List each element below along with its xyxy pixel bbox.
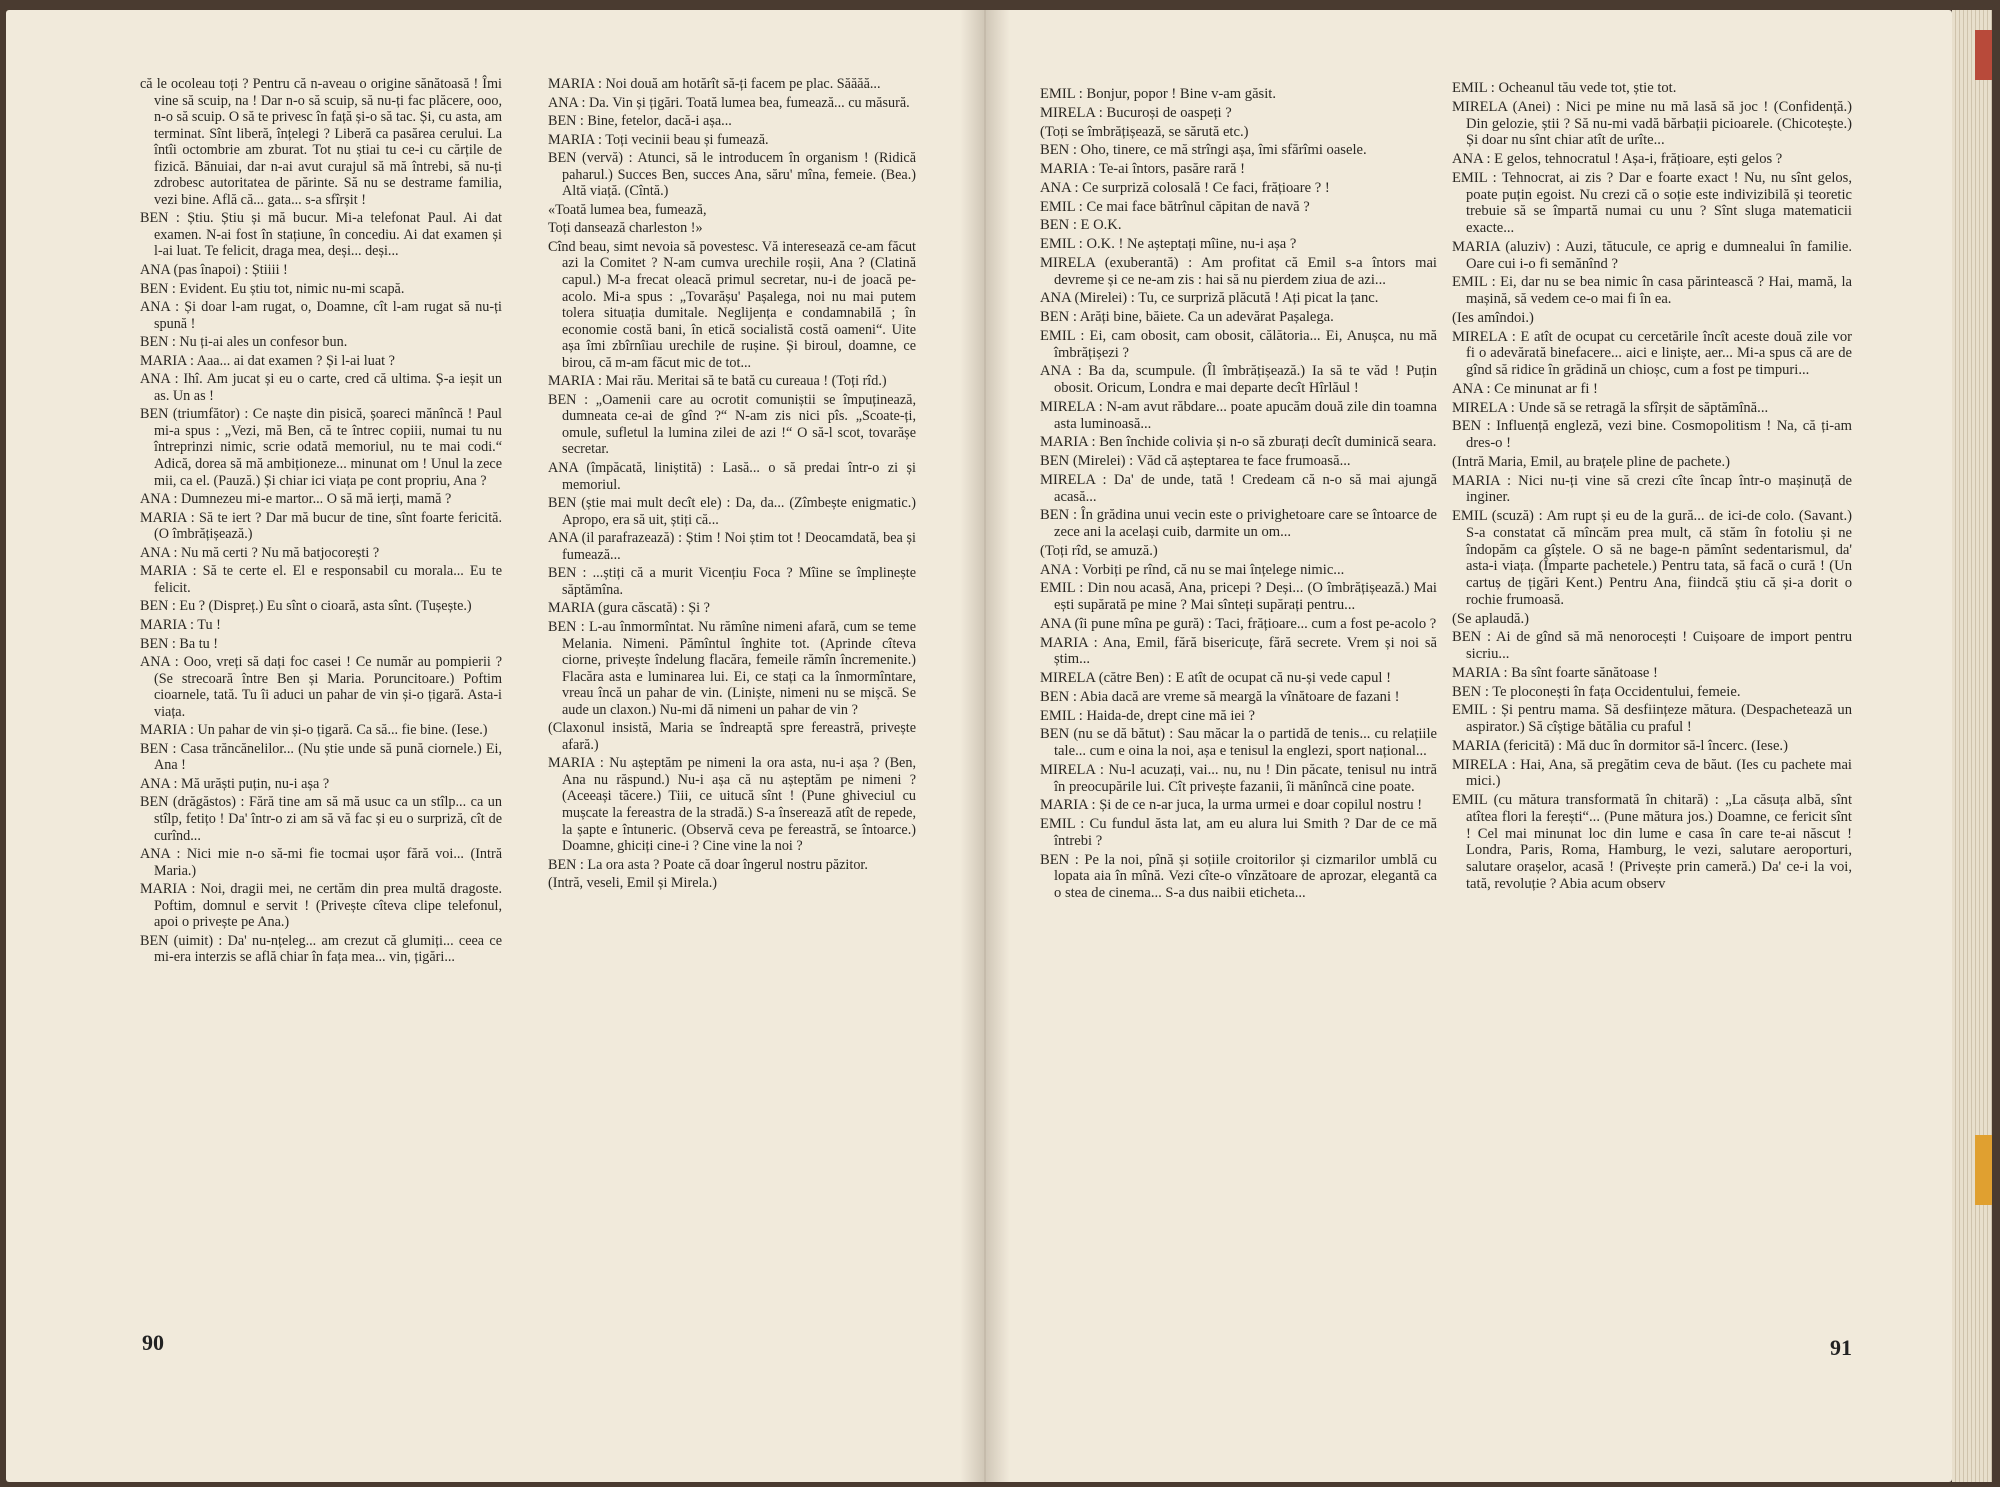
dialogue-paragraph: EMIL (cu mătura transformată în chitară) : „La căsuța albă, sînt atîtea flori la ferești“... (Pune mătura jos.) Doamne, ce fericit sînt ! Cel mai minunat loc din lume e casa în care te-ai născut ! Londra, Paris, Roma, Hamburg, le vezi, salutare aeroporturi, salutare orașelor, acasă ! (Privește prin cameră.) Da' ce-i la voi, tată, revoluție ? Abia acum observ bbox=[1452, 792, 1852, 892]
dialogue-paragraph: MIRELA : Da' de unde, tată ! Credeam că n-o să mai ajungă acasă... bbox=[1040, 471, 1437, 505]
dialogue-paragraph: ANA (îi pune mîna pe gură) : Taci, frățioare... cum a fost pe-acolo ? bbox=[1040, 615, 1437, 632]
dialogue-paragraph: ANA : Nu mă certi ? Nu mă batjocorești ? bbox=[140, 544, 380, 561]
dialogue-paragraph: MARIA : Te-ai întors, pasăre rară ! bbox=[1040, 161, 1245, 177]
dialogue-paragraph: EMIL : Și pentru mama. Să desființeze mătura. (Despachetează un aspirator.) Să cîștige bătălia cu praful ! bbox=[1452, 702, 1852, 735]
right-page-column-2 bbox=[1452, 80, 1852, 895]
dialogue-paragraph: MARIA : Aaa... ai dat examen ? Și l-ai luat ? bbox=[140, 352, 395, 369]
dialogue-paragraph: BEN : Știu. Știu și mă bucur. Mi-a telefonat Paul. Ai dat examen. N-ai fost în stațiune, în concediu. Ai dat examen și l-ai luat. Te felicit, draga mea, deși... deși... bbox=[140, 210, 502, 260]
dialogue-paragraph: BEN : Ba tu ! bbox=[140, 635, 219, 652]
left-page-column-2 bbox=[548, 76, 916, 894]
dialogue-paragraph: Toți dansează charleston !» bbox=[548, 220, 703, 237]
dialogue-paragraph: că le ocoleau toți ? Pentru că n-aveau o origine sănătoasă ! Îmi vine să scuip, na ! Dar n-o să scuip, să nu-ți fac plăcere, ooo, n-o să scuip. O să te privesc în față și-o să tac. Și, cu asta, am terminat. Sînt liberă, înțelegi ? Liberă ca pasărea cerului. La întîi octombrie am zburat. Tot nu știai tu ce-i cu cărțile de fizică. Bănuiai, dar n-ai avut curajul să mă întrebi, să nu-ți zdrobesc autoritatea de părinte. Să nu se destrame familia, vezi bine. Află că... gata... s-a sfîrșit ! bbox=[140, 76, 502, 208]
dialogue-paragraph: MARIA (gura căscată) : Și ? bbox=[548, 600, 710, 617]
dialogue-paragraph: MARIA : Toți vecinii beau și fumează. bbox=[548, 131, 769, 148]
dialogue-paragraph: ANA : Ihî. Am jucat și eu o carte, cred că ultima. Ș-a ieșit un as. Un as ! bbox=[140, 371, 502, 404]
dialogue-paragraph: (Toți rîd, se amuză.) bbox=[1040, 542, 1158, 559]
dialogue-paragraph: BEN : Abia dacă are vreme să meargă la vînătoare de fazani ! bbox=[1040, 688, 1400, 705]
dialogue-paragraph: EMIL : Tehnocrat, ai zis ? Dar e foarte exact ! Nu, nu sînt gelos, poate puțin egoist. Nu crezi că o soție este indivizibilă și teoretic trebuie să se împartă numai cu unu ? Sînt sluga matematicii exacte... bbox=[1452, 169, 1852, 236]
dialogue-paragraph: MIRELA (către Ben) : E atît de ocupat că nu-și vede capul ! bbox=[1040, 670, 1391, 686]
dialogue-paragraph: MARIA (fericită) : Mă duc în dormitor să-l încerc. (Iese.) bbox=[1452, 737, 1788, 754]
page-number-left: 90 bbox=[142, 1330, 164, 1355]
bookmark-tab-red bbox=[1975, 30, 1992, 80]
dialogue-paragraph: BEN : Evident. Eu știu tot, nimic nu-mi scapă. bbox=[140, 280, 405, 297]
dialogue-paragraph: ANA : Dumnezeu mi-e martor... O să mă ierți, mamă ? bbox=[140, 491, 452, 508]
dialogue-paragraph: ANA : Da. Vin și țigări. Toată lumea bea, fumează... cu măsură. bbox=[548, 94, 910, 111]
dialogue-paragraph: ANA : Ce surpriză colosală ! Ce faci, frățioare ? ! bbox=[1040, 179, 1330, 196]
dialogue-paragraph: MARIA : Nici nu-ți vine să crezi cîte încap într-o mașinuță de inginer. bbox=[1452, 472, 1852, 506]
dialogue-paragraph: (Se aplaudă.) bbox=[1452, 610, 1529, 627]
dialogue-paragraph: EMIL : Cu fundul ăsta lat, am eu alura lui Smith ? Dar de ce mă întrebi ? bbox=[1040, 816, 1437, 849]
dialogue-paragraph: MARIA : Un pahar de vin și-o țigară. Ca să... fie bine. (Iese.) bbox=[140, 722, 488, 739]
dialogue-paragraph: MARIA : Să te iert ? Dar mă bucur de tine, sînt foarte fericită. (O îmbrățișează.) bbox=[140, 509, 502, 543]
dialogue-paragraph: MARIA : Să te certe el. El e responsabil cu morala... Eu te felicit. bbox=[140, 563, 502, 596]
dialogue-paragraph: ANA : E gelos, tehnocratul ! Așa-i, frățioare, ești gelos ? bbox=[1452, 151, 1783, 167]
dialogue-paragraph: MIRELA (exuberantă) : Am profitat că Emil s-a întors mai devreme și ce ne-am zis : hai să nu pierdem ziua de azi... bbox=[1040, 254, 1437, 288]
dialogue-paragraph: BEN : Oho, tinere, ce mă strîngi așa, îmi sfărîmi oasele. bbox=[1040, 142, 1367, 159]
dialogue-paragraph: ANA : Nici mie n-o să-mi fie tocmai ușor fără voi... (Intră Maria.) bbox=[140, 846, 502, 879]
dialogue-paragraph: MARIA : Ana, Emil, fără bisericuțe, fără secrete. Vrem și noi să știm... bbox=[1040, 634, 1437, 668]
dialogue-paragraph: MARIA (aluziv) : Auzi, tătucule, ce aprig e dumnealui în familie. Oare cui i-o fi semănînd ? bbox=[1452, 238, 1852, 272]
dialogue-paragraph: MIRELA : Unde să se retragă la sfîrșit de săptămînă... bbox=[1452, 399, 1769, 416]
dialogue-paragraph: BEN (știe mai mult decît ele) : Da, da... (Zîmbește enigmatic.) Apropo, era să uit, știți că... bbox=[548, 495, 916, 528]
dialogue-paragraph: EMIL : Ei, dar nu se bea nimic în casa părintească ? Hai, mamă, la mașină, să vedem ce-o mai fi în ea. bbox=[1452, 274, 1852, 307]
dialogue-paragraph: MARIA : Mai rău. Meritai să te bată cu cureaua ! (Toți rîd.) bbox=[548, 373, 887, 390]
dialogue-paragraph: «Toată lumea bea, fumează, bbox=[548, 201, 707, 218]
dialogue-paragraph: BEN : „Oamenii care au ocrotit comuniștii se împuținează, dumneata ce-ai de gînd ?“ N-am zis nici pîs. „Scoate-ți, omule, sufletul la lumina zilei de azi !“ O să-l scot, tovarășe secretar. bbox=[548, 391, 916, 458]
dialogue-paragraph: ANA : Vorbiți pe rînd, că nu se mai înțelege nimic... bbox=[1040, 561, 1345, 578]
dialogue-paragraph: ANA : Ba da, scumpule. (Îl îmbrățișează.) Ia să te văd ! Puțin obosit. Oricum, Londra e mai departe decît Hîrlăul ! bbox=[1040, 363, 1437, 396]
dialogue-paragraph: BEN (vervă) : Atunci, să le introducem în organism ! (Ridică paharul.) Succes Ben, succes Ana, săru' mîna, femeie. (Bea.) Altă viață. (Cîntă.) bbox=[548, 150, 916, 200]
page-number-right: 91 bbox=[1830, 1335, 1852, 1360]
dialogue-paragraph: BEN : Bine, fetelor, dacă-i așa... bbox=[548, 113, 732, 130]
dialogue-paragraph: BEN : E O.K. bbox=[1040, 217, 1122, 234]
dialogue-paragraph: BEN (Mirelei) : Văd că așteptarea te face frumoasă... bbox=[1040, 453, 1351, 469]
dialogue-paragraph: (Intră Maria, Emil, au brațele pline de pachete.) bbox=[1452, 453, 1730, 470]
dialogue-paragraph: MIRELA : Hai, Ana, să pregătim ceva de băut. (Ies cu pachete mai mici.) bbox=[1452, 756, 1852, 790]
right-page-column-1 bbox=[1040, 86, 1437, 904]
dialogue-paragraph: MARIA : Și de ce n-ar juca, la urma urmei e doar copilul nostru ! bbox=[1040, 797, 1423, 814]
dialogue-paragraph: MIRELA : Bucuroși de oaspeți ? bbox=[1040, 104, 1232, 121]
dialogue-paragraph: ANA : Ooo, vreți să dați foc casei ! Ce număr au pompierii ? (Se strecoară între Ben și Maria. Poruncitoare.) Poftim cioarnele, tată. Tu îi aduci un pahar de vin și-o țigară. Asta-i viața. bbox=[140, 654, 502, 720]
dialogue-paragraph: MIRELA (Anei) : Nici pe mine nu mă lasă să joc ! (Confidență.) Din gelozie, știi ? Să nu-mi vadă bărbații picioarele. (Chicotește.) Și doar nu sînt chiar atît de urîte... bbox=[1452, 98, 1852, 149]
dialogue-paragraph: MIRELA : N-am avut răbdare... poate apucăm două zile din toamna asta luminoasă... bbox=[1040, 398, 1437, 432]
dialogue-paragraph: BEN (drăgăstos) : Fără tine am să mă usuc ca un stîlp... ca un stîlp, fetițo ! Da' într-o zi am să vă fac și eu o surpriză, cît de curînd... bbox=[140, 794, 502, 844]
dialogue-paragraph: BEN : Eu ? (Dispreț.) Eu sînt o cioară, asta sînt. (Tușește.) bbox=[140, 598, 472, 615]
dialogue-paragraph: Cînd beau, simt nevoia să povestesc. Vă interesează ce-am făcut azi la Comitet ? N-am cumva urechile roșii, Ana ? (Clatină capul.) M-a frecat oleacă primul secretar, nu-i de joacă pe-acolo. Mi-a spus : „Tovarășu' Pașalega, noi nu mai putem tolera situația dumitale. Neglijența e condamnabilă ; în economie costă bani, în etică socialistă costă oameni“. Uite așa îmi zbîrnîiau urechile de rușine. Și biroul, doamne, ce birou, că m-am făcut mic de tot... bbox=[548, 238, 916, 371]
dialogue-paragraph: BEN : Arăți bine, băiete. Ca un adevărat Pașalega. bbox=[1040, 309, 1334, 325]
dialogue-paragraph: EMIL : Haida-de, drept cine mă iei ? bbox=[1040, 707, 1256, 724]
dialogue-paragraph: MARIA : Noi două am hotărît să-ți facem pe plac. Săăăă... bbox=[548, 76, 881, 92]
dialogue-paragraph: EMIL : Bonjur, popor ! Bine v-am găsit. bbox=[1040, 86, 1276, 102]
dialogue-paragraph: BEN : Ai de gînd să mă nenorocești ! Cuișoare de import pentru sicriu... bbox=[1452, 629, 1852, 662]
dialogue-paragraph: MIRELA : Nu-l acuzați, vai... nu, nu ! Din păcate, tenisul nu intră în preocupările lui. Cît privește fazanii, îi mănîncă cine poate. bbox=[1040, 761, 1437, 795]
dialogue-paragraph: (Intră, veseli, Emil și Mirela.) bbox=[548, 875, 718, 892]
dialogue-paragraph: MARIA : Ba sînt foarte sănătoase ! bbox=[1452, 664, 1658, 681]
dialogue-paragraph: MIRELA : E atît de ocupat cu cercetările încît aceste două zile vor fi o adevărată binefacere... aici e liniște, aer... Mi-a spus că are de gînd să ridice în grădină un chioșc, cum a fost pe timpuri... bbox=[1452, 328, 1852, 378]
dialogue-paragraph: EMIL : Ei, cam obosit, cam obosit, călătoria... Ei, Anușca, nu mă îmbrățișezi ? bbox=[1040, 327, 1437, 361]
dialogue-paragraph: BEN (triumfător) : Ce naște din pisică, șoareci mănîncă ! Paul mi-a spus : „Vezi, mă Ben, că te întrec copiii, numai tu nu întreprinzi nimic, scrie odată memoriul, nu te mai codi.“ Adică, dorea să mă ambiționeze... minunat om ! Unul la zece mii, ca el. (Pauză.) Și chiar ici viața pe cont propriu, Ana ? bbox=[140, 406, 502, 489]
dialogue-paragraph: BEN : Te ploconești în fața Occidentului, femeie. bbox=[1452, 683, 1741, 700]
dialogue-paragraph: ANA (pas înapoi) : Știiii ! bbox=[140, 262, 288, 279]
dialogue-paragraph: (Toți se îmbrățișează, se sărută etc.) bbox=[1040, 123, 1249, 140]
dialogue-paragraph: BEN : Influență engleză, vezi bine. Cosmopolitism ! Na, că ți-am dres-o ! bbox=[1452, 418, 1852, 451]
dialogue-paragraph: BEN : Pe la noi, pînă și soțiile croitorilor și cizmarilor umblă cu lopata aia în mînă. Vezi cîte-o vînzătoare de aprozar, elegantă ca o stea de cinema... S-a dus naibii eticheta... bbox=[1040, 851, 1437, 901]
dialogue-paragraph: EMIL (scuză) : Am rupt și eu de la gură... de ici-de colo. (Savant.) S-a constatat că mîncăm prea mult, că stăm în fotoliu și ne îndopăm ca gîștele. O să ne bage-n pămînt sedentarismul, da' asta-i viața. (Împarte pachetele.) Pentru tata, să facă o cură ! (Un cartuș de țigări Kent.) Pentru Ana, fiindcă știu că și-a dorit o rochie frumoasă. bbox=[1452, 508, 1852, 608]
dialogue-paragraph: EMIL : O.K. ! Ne așteptați mîine, nu-i așa ? bbox=[1040, 236, 1297, 252]
dialogue-paragraph: ANA (il parafrazează) : Știm ! Noi știm tot ! Deocamdată, bea și fumează... bbox=[548, 530, 916, 563]
dialogue-paragraph: (Ies amîndoi.) bbox=[1452, 309, 1534, 326]
dialogue-paragraph: MARIA : Nu așteptăm pe nimeni la ora asta, nu-i așa ? (Ben, Ana nu răspund.) Nu-i așa că nu așteptăm pe nimeni ? (Aceeași tăcere.) Tiii, ce uitucă sînt ! (Pune ghiveciul cu mușcate la fereastra de la stradă.) S-a înserează atît de repede, la șapte e întuneric. (Observă ceva pe fereastră, se întoarce.) Doamne, ghiciți cine-i ? Cine vine la noi ? bbox=[548, 755, 916, 855]
dialogue-paragraph: BEN (nu se dă bătut) : Sau măcar la o partidă de tenis... cu relațiile tale... cum e oina la noi, așa e tenisul la englezi, sport național... bbox=[1040, 726, 1437, 759]
dialogue-paragraph: BEN : L-au înmormîntat. Nu rămîne nimeni afară, cum se teme Melania. Nimeni. Pămîntul înghite tot. (Aprinde cîteva ciorne, privește îndelung flacăra, femeile rămîn încremenite.) Flacăra asta e luminarea lui. Ei, ce stați ca la înmormîntare, vreau încă un pahar de vin. (Liniște, nimeni nu se mișcă. Se aude un claxon.) Nu-mi dă nimeni un pahar de vin ? bbox=[548, 618, 916, 718]
dialogue-paragraph: BEN : La ora asta ? Poate că doar îngerul nostru păzitor. bbox=[548, 856, 868, 873]
dialogue-paragraph: ANA : Și doar l-am rugat, o, Doamne, cît l-am rugat să nu-ți spună ! bbox=[140, 299, 502, 332]
dialogue-paragraph: ANA (Mirelei) : Tu, ce surpriză plăcută ! Ați picat la țanc. bbox=[1040, 290, 1379, 307]
dialogue-paragraph: EMIL : Ocheanul tău vede tot, știe tot. bbox=[1452, 80, 1677, 96]
dialogue-paragraph: MARIA : Ben închide colivia și n-o să zburați decît duminică seara. bbox=[1040, 434, 1437, 451]
left-page-column-1 bbox=[140, 76, 502, 968]
bookmark-tab-orange bbox=[1975, 1135, 1992, 1205]
dialogue-paragraph: MARIA : Tu ! bbox=[140, 616, 221, 633]
dialogue-paragraph: EMIL : Din nou acasă, Ana, pricepi ? Deși... (O îmbrățișează.) Mai ești supărată pe mine ? Mai sînteți supărați pentru... bbox=[1040, 580, 1437, 613]
dialogue-paragraph: BEN : În grădina unui vecin este o privighetoare care se întoarce de zece ani la același cuib, darmite un om... bbox=[1040, 507, 1437, 540]
dialogue-paragraph: BEN : ...știți că a murit Vicențiu Foca ? Mîine se împlinește săptămîna. bbox=[548, 565, 916, 598]
dialogue-paragraph: BEN : Nu ți-ai ales un confesor bun. bbox=[140, 334, 348, 351]
dialogue-paragraph: EMIL : Ce mai face bătrînul căpitan de navă ? bbox=[1040, 198, 1310, 215]
dialogue-paragraph: ANA : Mă urăști puțin, nu-i așa ? bbox=[140, 775, 330, 792]
dialogue-paragraph: BEN : Casa trăncănelilor... (Nu știe unde să pună ciornele.) Ei, Ana ! bbox=[140, 740, 502, 774]
dialogue-paragraph: MARIA : Noi, dragii mei, ne certăm din prea multă dragoste. Poftim, domnul e servit ! (Privește cîteva clipe telefonul, apoi o privește pe Ana.) bbox=[140, 881, 502, 931]
dialogue-paragraph: ANA : Ce minunat ar fi ! bbox=[1452, 380, 1598, 397]
page-edges bbox=[1952, 10, 1992, 1482]
dialogue-paragraph: (Claxonul insistă, Maria se îndreaptă spre fereastră, privește afară.) bbox=[548, 720, 916, 753]
dialogue-paragraph: BEN (uimit) : Da' nu-nțeleg... am crezut că glumiți... ceea ce mi-era interzis se află chiar în fața mea... vin, țigări... bbox=[140, 932, 502, 966]
dialogue-paragraph: ANA (împăcată, liniștită) : Lasă... o să predai într-o zi și memoriul. bbox=[548, 460, 916, 493]
